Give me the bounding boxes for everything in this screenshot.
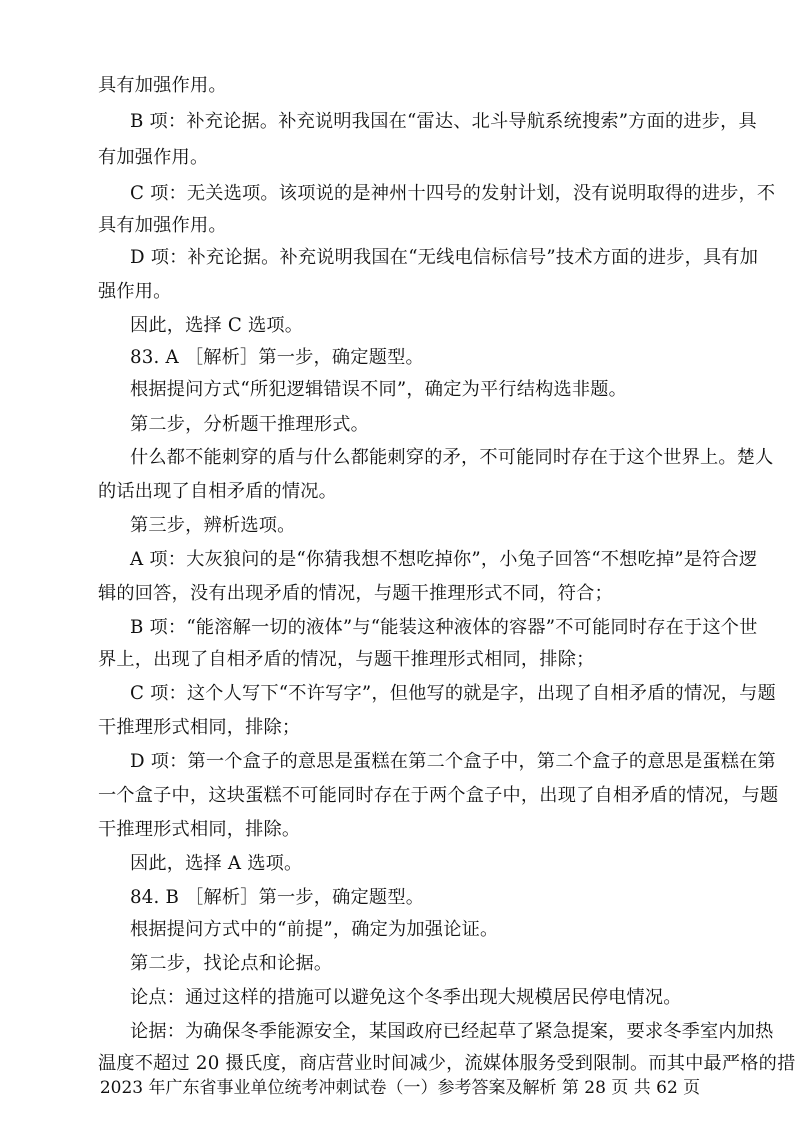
- text-line: 一个盒子中，这块蛋糕不可能同时存在于两个盒子中，出现了自相矛盾的情况，与题: [98, 785, 779, 806]
- text-line: 论据：为确保冬季能源安全，某国政府已经起草了紧急提案，要求冬季室内加热: [130, 1021, 774, 1042]
- text-line: 第二步，找论点和论据。: [130, 953, 333, 974]
- text-line: 第二步，分析题干推理形式。: [130, 414, 370, 435]
- text-line: B 项：补充论据。补充说明我国在“雷达、北斗导航系统搜索”方面的进步，具: [130, 111, 757, 132]
- text-line: 因此，选择 A 选项。: [130, 853, 303, 874]
- text-line: A 项：大灰狼问的是“你猜我想不想吃掉你”，小兔子回答“不想吃掉”是符合逻: [130, 549, 758, 570]
- page-footer: 2023 年广东省事业单位统考冲刺试卷（一）参考答案及解析 第 28 页 共 62 页: [99, 1078, 701, 1098]
- text-line: 强作用。: [98, 281, 172, 302]
- question-83-heading: 83. A ［解析］第一步，确定题型。: [130, 347, 424, 368]
- text-line: 第三步，辨析选项。: [130, 515, 296, 536]
- text-line: C 项：这个人写下“不许写字”，但他写的就是字，出现了自相矛盾的情况，与题: [130, 683, 776, 704]
- question-84-heading: 84. B ［解析］第一步，确定题型。: [130, 887, 425, 908]
- text-line: 辑的回答，没有出现矛盾的情况，与题干推理形式不同，符合；: [98, 583, 613, 604]
- text-line: 论点：通过这样的措施可以避免这个冬季出现大规模居民停电情况。: [130, 987, 682, 1008]
- text-line: 具有加强作用。: [98, 75, 227, 96]
- text-line: 因此，选择 C 选项。: [130, 315, 304, 336]
- text-line: 具有加强作用。: [98, 215, 227, 236]
- text-line: 有加强作用。: [98, 147, 209, 168]
- text-line: 干推理形式相同，排除。: [98, 819, 301, 840]
- text-line: D 项：补充论据。补充说明我国在“无线电信标信号”技术方面的进步，具有加: [130, 247, 759, 268]
- text-line: C 项：无关选项。该项说的是神州十四号的发射计划，没有说明取得的进步，不: [130, 183, 776, 204]
- text-line: 界上，出现了自相矛盾的情况，与题干推理形式相同，排除；: [98, 649, 595, 670]
- text-line: 的话出现了自相矛盾的情况。: [98, 481, 338, 502]
- text-line: 根据提问方式“所犯逻辑错误不同”，确定为平行结构选非题。: [130, 379, 628, 400]
- text-line: 什么都不能刺穿的盾与什么都能刺穿的矛，不可能同时存在于这个世界上。楚人: [130, 447, 774, 468]
- text-line: 根据提问方式中的“前提”，确定为加强论证。: [130, 919, 499, 940]
- text-line: B 项：“能溶解一切的液体”与“能装这种液体的容器”不可能同时存在于这个世: [130, 617, 758, 638]
- text-line: D 项：第一个盒子的意思是蛋糕在第二个盒子中，第二个盒子的意思是蛋糕在第: [130, 751, 776, 772]
- text-line: 干推理形式相同，排除；: [98, 717, 301, 738]
- text-line: 温度不超过 20 摄氏度，商店营业时间减少，流媒体服务受到限制。而其中最严格的措: [98, 1053, 796, 1074]
